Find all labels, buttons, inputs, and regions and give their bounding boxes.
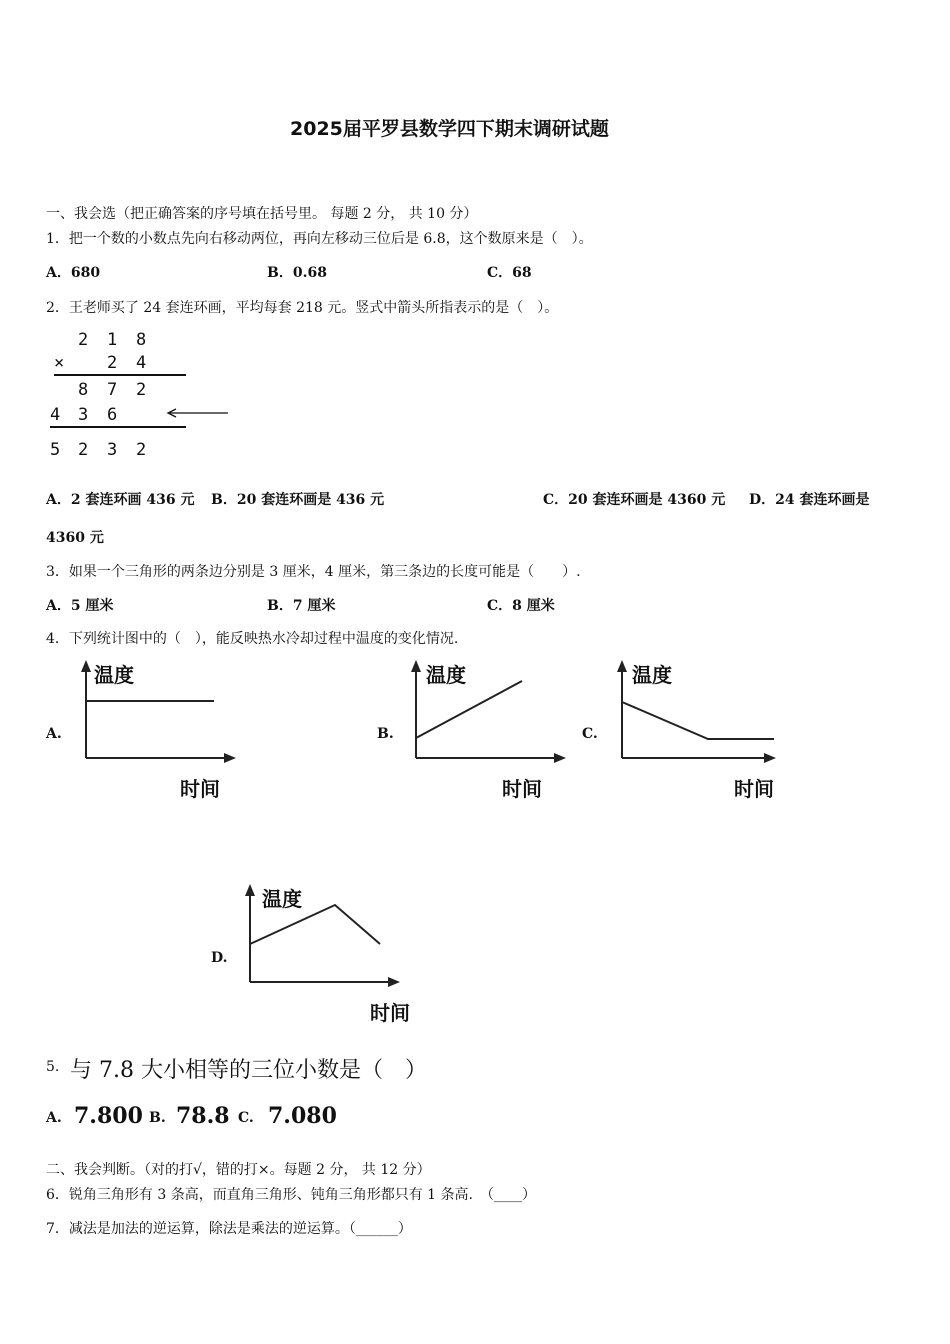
- arrow-left-icon: [160, 405, 232, 421]
- calc-digit: 5: [50, 440, 61, 460]
- section1-heading: 一、我会选（把正确答案的序号填在括号里。 每题 2 分， 共 10 分）: [46, 206, 478, 222]
- chart-b: [404, 658, 574, 804]
- chart-c: [610, 658, 786, 804]
- question-5: 与 7.8 大小相等的三位小数是（ ）: [70, 1058, 427, 1083]
- question-1: 1．把一个数的小数点先向右移动两位，再向左移动三位后是 6.8，这个数原来是（ ）。: [46, 231, 593, 247]
- chart-d-xlabel: 时间: [370, 1001, 410, 1025]
- section2-heading: 二、我会判断。（对的打√，错的打×。每题 2 分， 共 12 分）: [46, 1162, 431, 1178]
- temperature-line: [622, 702, 774, 739]
- q1-option-a: A．680: [46, 265, 101, 281]
- calc-digit: 4: [136, 353, 147, 373]
- calc-digit: 8: [136, 330, 147, 350]
- chart-d: [238, 882, 414, 1028]
- q5-option-b-letter: B.: [149, 1110, 166, 1126]
- question-4: 4．下列统计图中的（ ），能反映热水冷却过程中温度的变化情况.: [46, 631, 459, 647]
- q5-option-c-letter: C.: [238, 1110, 254, 1126]
- calc-digit: 6: [107, 405, 118, 425]
- q2-option-c: C．20 套连环画是 4360 元: [543, 492, 726, 508]
- q3-option-b: B．7 厘米: [267, 598, 336, 614]
- calc-digit: 3: [78, 405, 89, 425]
- q1-option-b: B．0.68: [267, 265, 327, 281]
- temperature-line: [416, 681, 522, 738]
- chart-a-xlabel: 时间: [180, 777, 220, 801]
- q2-option-d: D．24 套连环画是: [749, 492, 870, 508]
- page-title: 2025届平罗县数学四下期末调研试题: [290, 118, 609, 140]
- q2-option-a: A．2 套连环画 436 元: [46, 492, 195, 508]
- q3-option-c: C．8 厘米: [487, 598, 555, 614]
- calc-divider: [50, 426, 186, 428]
- chart-c-ylabel: 温度: [632, 663, 672, 687]
- calc-digit: 3: [107, 440, 118, 460]
- calc-divider: [54, 374, 186, 376]
- chart-a: [74, 658, 244, 804]
- question-2: 2．王老师买了 24 套连环画，平均每套 218 元。竖式中箭头所指表示的是（ ）。: [46, 300, 559, 316]
- q5-option-a-letter: A.: [46, 1110, 62, 1126]
- question-5-number: 5.: [46, 1059, 60, 1075]
- times-sign: ×: [54, 353, 65, 373]
- chart-c-label: C.: [582, 726, 598, 742]
- q3-option-a: A．5 厘米: [46, 598, 114, 614]
- calc-digit: 7: [107, 380, 118, 400]
- calc-digit: 2: [136, 380, 147, 400]
- calc-digit: 8: [78, 380, 89, 400]
- calc-digit: 2: [107, 353, 118, 373]
- chart-d-ylabel: 温度: [262, 887, 302, 911]
- question-3: 3．如果一个三角形的两条边分别是 3 厘米，4 厘米，第三条边的长度可能是（ ）.: [46, 564, 581, 580]
- calc-digit: 2: [78, 440, 89, 460]
- calc-digit: 1: [107, 330, 118, 350]
- question-7: 7．减法是加法的逆运算，除法是乘法的逆运算。（______）: [46, 1221, 412, 1237]
- question-6: 6．锐角三角形有 3 条高，而直角三角形、钝角三角形都只有 1 条高. （____）: [46, 1187, 536, 1203]
- chart-d-label: D.: [211, 950, 228, 966]
- chart-b-label: B.: [377, 726, 394, 742]
- q2-option-d-continued: 4360 元: [46, 530, 104, 546]
- chart-b-xlabel: 时间: [502, 777, 542, 801]
- q2-option-b: B．20 套连环画是 436 元: [211, 492, 385, 508]
- q1-option-c: C．68: [487, 265, 532, 281]
- chart-b-ylabel: 温度: [426, 663, 466, 687]
- q5-option-a-value: 7.800: [74, 1103, 143, 1129]
- q5-option-b-value: 78.8: [176, 1103, 230, 1129]
- calc-digit: 2: [78, 330, 89, 350]
- chart-a-label: A.: [46, 726, 62, 742]
- chart-c-xlabel: 时间: [734, 777, 774, 801]
- calc-digit: 2: [136, 440, 147, 460]
- calc-digit: 4: [50, 405, 61, 425]
- q5-option-c-value: 7.080: [268, 1103, 337, 1129]
- chart-a-ylabel: 温度: [94, 663, 134, 687]
